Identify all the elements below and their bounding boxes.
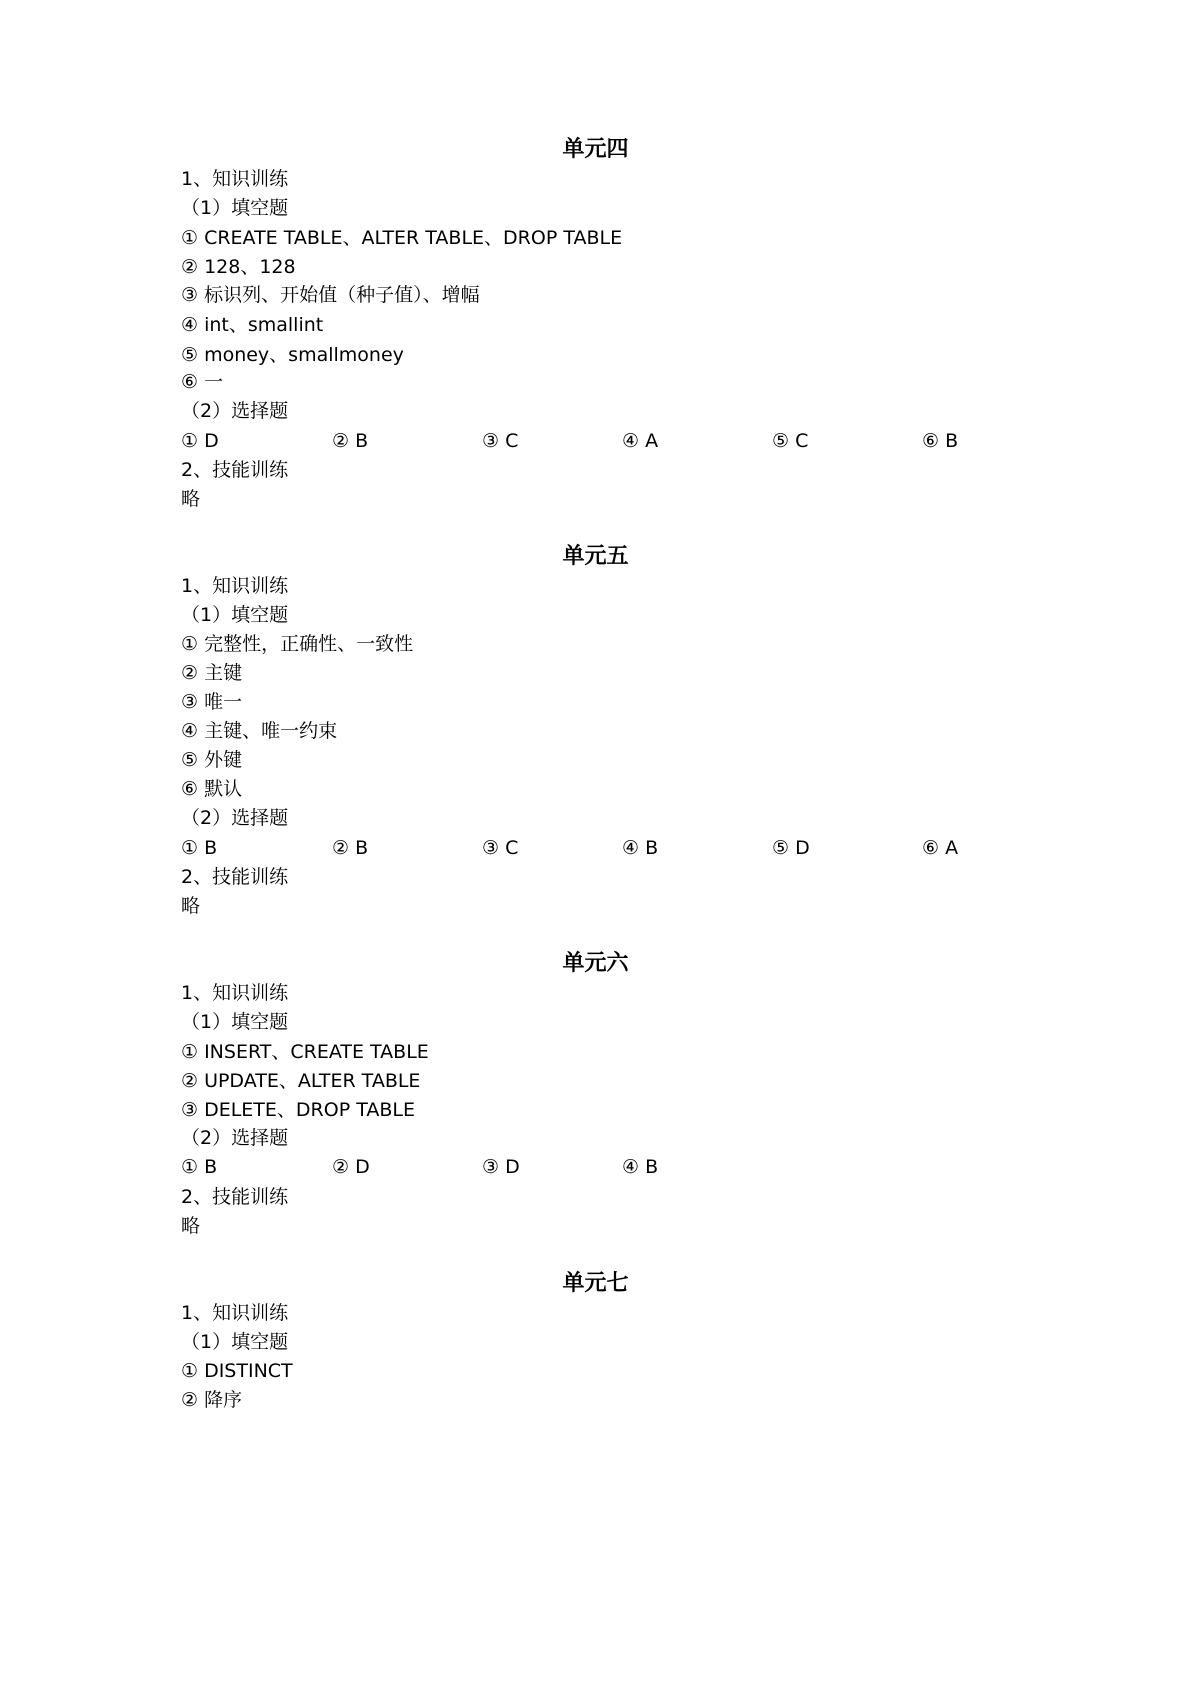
subsection-heading: （2）选择题 xyxy=(181,807,289,829)
fill-answer: ③ DELETE、DROP TABLE xyxy=(181,1099,415,1121)
subsection-heading: （1）填空题 xyxy=(181,1331,289,1353)
section-heading: 1、知识训练 xyxy=(181,982,289,1004)
choice-answer: ② B xyxy=(332,430,369,452)
unit-title: 单元六 xyxy=(562,950,629,976)
unit-title: 单元五 xyxy=(562,543,629,569)
skill-answer: 略 xyxy=(181,895,201,917)
section-heading: 1、知识训练 xyxy=(181,1302,289,1324)
section-heading: 2、技能训练 xyxy=(181,1186,289,1208)
fill-answer: ② 主键 xyxy=(181,662,243,684)
fill-answer: ④ 主键、唯一约束 xyxy=(181,720,338,742)
fill-answer: ⑥ 默认 xyxy=(181,778,243,800)
subsection-heading: （1）填空题 xyxy=(181,604,289,626)
skill-answer: 略 xyxy=(181,1215,201,1237)
choice-answer: ① B xyxy=(181,837,218,859)
fill-answer: ⑤ money、smallmoney xyxy=(181,344,404,366)
fill-answer: ⑤ 外键 xyxy=(181,749,243,771)
choice-answer: ② B xyxy=(332,837,369,859)
fill-answer: ② UPDATE、ALTER TABLE xyxy=(181,1070,421,1092)
fill-answer: ③ 唯一 xyxy=(181,691,243,713)
subsection-heading: （1）填空题 xyxy=(181,197,289,219)
choice-answer: ① B xyxy=(181,1156,218,1178)
choice-answer: ① D xyxy=(181,430,219,452)
subsection-heading: （1）填空题 xyxy=(181,1011,289,1033)
choice-answer: ③ D xyxy=(482,1156,520,1178)
choice-answer: ③ C xyxy=(482,837,519,859)
fill-answer: ① 完整性，正确性、一致性 xyxy=(181,633,414,655)
section-heading: 2、技能训练 xyxy=(181,459,289,481)
subsection-heading: （2）选择题 xyxy=(181,400,289,422)
section-heading: 1、知识训练 xyxy=(181,168,289,190)
fill-answer: ④ int、smallint xyxy=(181,314,324,336)
fill-answer: ② 降序 xyxy=(181,1389,243,1411)
choice-answer: ③ C xyxy=(482,430,519,452)
skill-answer: 略 xyxy=(181,488,201,510)
fill-answer: ① INSERT、CREATE TABLE xyxy=(181,1041,429,1063)
choice-answer: ④ A xyxy=(622,430,659,452)
choice-answer: ② D xyxy=(332,1156,370,1178)
choice-answer: ⑥ A xyxy=(922,837,959,859)
choice-answer: ④ B xyxy=(622,837,659,859)
unit-title: 单元七 xyxy=(562,1270,629,1296)
fill-answer: ③ 标识列、开始值（种子值）、增幅 xyxy=(181,284,480,306)
choice-answer: ④ B xyxy=(622,1156,659,1178)
choice-answer: ⑥ B xyxy=(922,430,959,452)
unit-title: 单元四 xyxy=(562,136,629,162)
subsection-heading: （2）选择题 xyxy=(181,1127,289,1149)
section-heading: 2、技能训练 xyxy=(181,866,289,888)
choice-answer: ⑤ D xyxy=(772,837,810,859)
choice-answer: ⑤ C xyxy=(772,430,809,452)
fill-answer: ② 128、128 xyxy=(181,256,296,278)
fill-answer: ① CREATE TABLE、ALTER TABLE、DROP TABLE xyxy=(181,227,623,249)
fill-answer: ① DISTINCT xyxy=(181,1360,293,1382)
fill-answer: ⑥ 一 xyxy=(181,371,224,393)
section-heading: 1、知识训练 xyxy=(181,575,289,597)
